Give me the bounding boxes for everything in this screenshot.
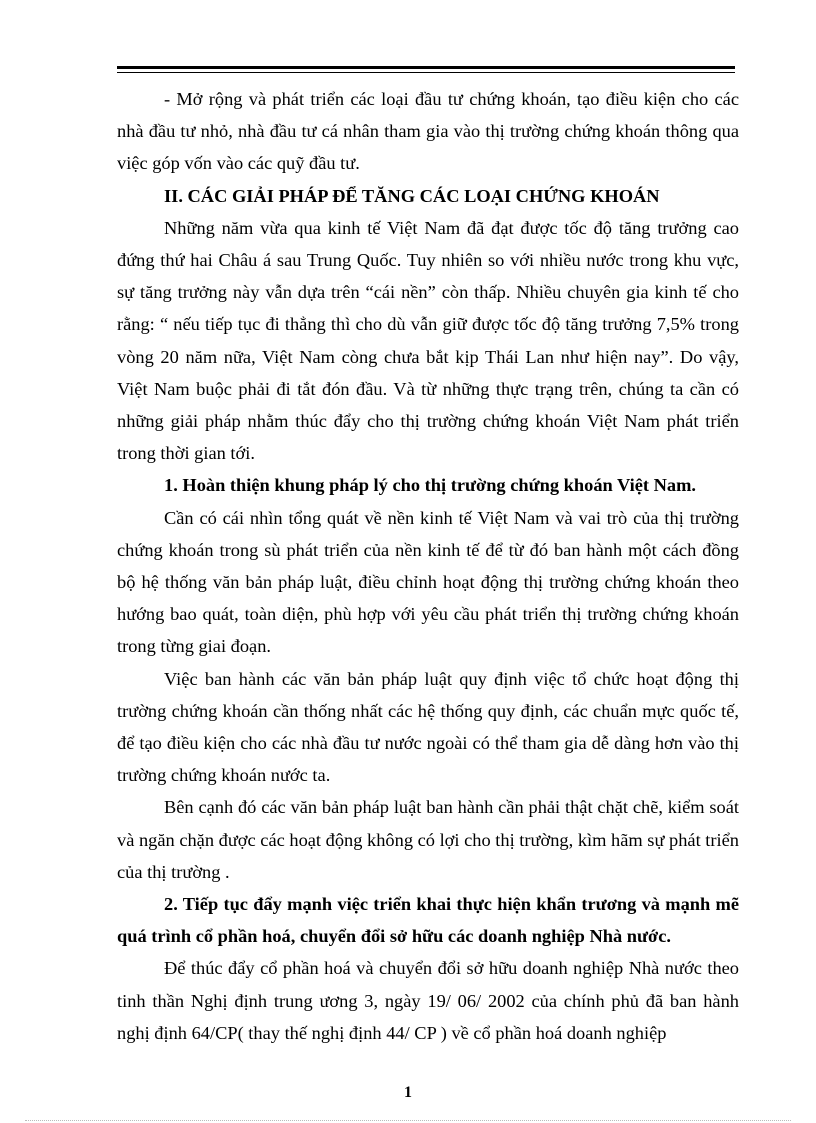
page-bottom-border [25, 1120, 791, 1121]
page-number: 1 [404, 1084, 412, 1101]
paragraph-legal-2: Việc ban hành các văn bản pháp luật quy định việc tổ chức hoạt động thị trường chứng khoán cần thống nhất các hệ thống quy định, các chuẩn mực quốc tế, để tạo điều kiện cho các nhà đầu tư nước ngoài có thể tham gia dễ dàng hơn vào thị trường chứng khoán nước ta. [117, 668, 739, 786]
header-rule-thick [117, 66, 735, 69]
section-heading: II. CÁC GIẢI PHÁP ĐỂ TĂNG CÁC LOẠI CHỨNG KHOÁN [164, 185, 660, 206]
subheading-1: 1. Hoàn thiện khung pháp lý cho thị trường chứng khoán Việt Nam. [164, 475, 696, 496]
header-rule-thin [117, 72, 735, 73]
paragraph-intro: Những năm vừa qua kinh tế Việt Nam đã đạt được tốc độ tăng trưởng cao đứng thứ hai Châu á sau Trung Quốc. Tuy nhiên so với nhiều nước trong khu vực, sự tăng trưởng này vẫn dựa trên “cái nền” còn thấp. Nhiều chuyên gia kinh tế cho rằng: “ nếu tiếp tục đi thẳng thì cho dù vẫn giữ được tốc độ tăng trưởng 7,5% trong vòng 20 năm nữa, Việt Nam còng chưa bắt kịp Thái Lan như hiện nay”. Do vậy, Việt Nam buộc phải đi tắt đón đầu. Và từ những thực trạng trên, chúng ta cần có những giải pháp nhằm thúc đẩy cho thị trường chứng khoán Việt Nam phát triển trong thời gian tới. [117, 217, 739, 464]
subheading-2: 2. Tiếp tục đẩy mạnh việc triển khai thực hiện khẩn trương và mạnh mẽ quá trình cổ phần hoá, chuyển đổi sở hữu các doanh nghiệp Nhà nước. [117, 894, 739, 947]
paragraph-legal-3: Bên cạnh đó các văn bản pháp luật ban hành cần phải thật chặt chẽ, kiểm soát và ngăn chặn được các hoạt động không có lợi cho thị trường, kìm hãm sự phát triển của thị trường . [117, 797, 739, 882]
document-body [117, 83, 739, 1049]
paragraph-equitization: Để thúc đẩy cổ phần hoá và chuyển đổi sở hữu doanh nghiệp Nhà nước theo tinh thần Nghị định trung ương 3, ngày 19/ 06/ 2002 của chính phủ đã ban hành nghị định 64/CP( thay thế nghị định 44/ CP ) về cổ phần hoá doanh nghiệp [117, 958, 739, 1043]
paragraph-legal-1: Cần có cái nhìn tổng quát về nền kinh tế Việt Nam và vai trò của thị trường chứng khoán trong sù phát triển của nền kinh tế để từ đó ban hành một cách đồng bộ hệ thống văn bản pháp luật, điều chỉnh hoạt động thị trường chứng khoán theo hướng bao quát, toàn diện, phù hợp với yêu cầu phát triển thị trường chứng khoán trong từng giai đoạn. [117, 507, 739, 657]
paragraph-bullet: - Mở rộng và phát triển các loại đầu tư chứng khoán, tạo điều kiện cho các nhà đầu tư nhỏ, nhà đầu tư cá nhân tham gia vào thị trường chứng khoán thông qua việc góp vốn vào các quỹ đầu tư. [117, 89, 739, 174]
